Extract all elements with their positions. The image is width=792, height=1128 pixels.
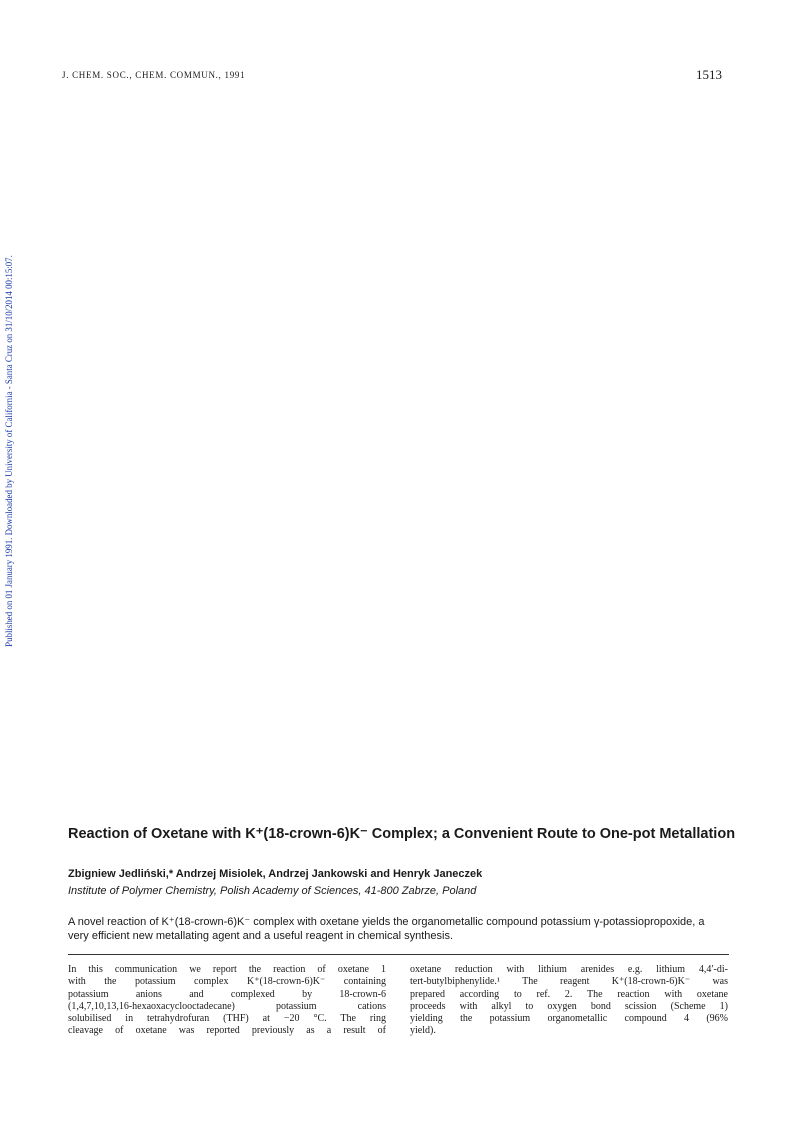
abstract-divider — [68, 954, 729, 955]
body-line: (1,4,7,10,13,16-hexaoxacyclooctadecane) potassium cations — [68, 1000, 386, 1012]
body-line: tert-butylbiphenylide.¹ The reagent K⁺(18-crown-6)K⁻ was — [410, 976, 728, 988]
body-line: oxetane reduction with lithium arenides e.g. lithium 4,4′-di- — [410, 964, 728, 975]
page-number: 1513 — [696, 67, 722, 82]
download-notice[interactable] — [3, 216, 14, 686]
download-notice-text: Published on 01 January 1991. Downloaded by University of California - Santa Cruz on 31/10/2014 00:15:07. — [3, 255, 14, 647]
body-column-right — [410, 964, 728, 1038]
body-line: potassium anions and complexed by 18-crown-6 — [68, 988, 386, 1000]
article-affiliation: Institute of Polymer Chemistry, Polish Academy of Sciences, 41-800 Zabrze, Poland — [68, 885, 477, 897]
body-line: cleavage of oxetane was reported previously as a result of — [68, 1025, 386, 1037]
body-line: solubilised in tetrahydrofuran (THF) at −20 °C. The ring — [68, 1013, 386, 1025]
body-line: proceeds with alkyl to oxygen bond scission (Scheme 1) — [410, 1000, 728, 1012]
body-line: with the potassium complex K⁺(18-crown-6)K⁻ containing — [68, 976, 386, 988]
article-title: Reaction of Oxetane with K⁺(18-crown-6)K⁻ Complex; a Convenient Route to One-pot Metallation — [68, 826, 736, 842]
body-line: yielding the potassium organometallic compound 4 (96% — [410, 1013, 728, 1025]
body-column-left — [68, 964, 386, 1038]
body-line: In this communication we report the reaction of oxetane 1 — [68, 964, 386, 975]
article-authors: Zbigniew Jedliński,* Andrzej Misiolek, Andrzej Jankowski and Henryk Janeczek — [68, 868, 483, 880]
body-line: prepared according to ref. 2. The reaction with oxetane — [410, 988, 728, 1000]
journal-header: J. CHEM. SOC., CHEM. COMMUN., 1991 — [62, 70, 246, 80]
article-abstract: A novel reaction of K⁺(18-crown-6)K⁻ complex with oxetane yields the organometallic compound potassium γ-potassiopropoxide, a very efficient new metallating agent and a useful reagent in chemical synthesis. — [68, 916, 705, 942]
body-line: yield). — [410, 1025, 436, 1037]
